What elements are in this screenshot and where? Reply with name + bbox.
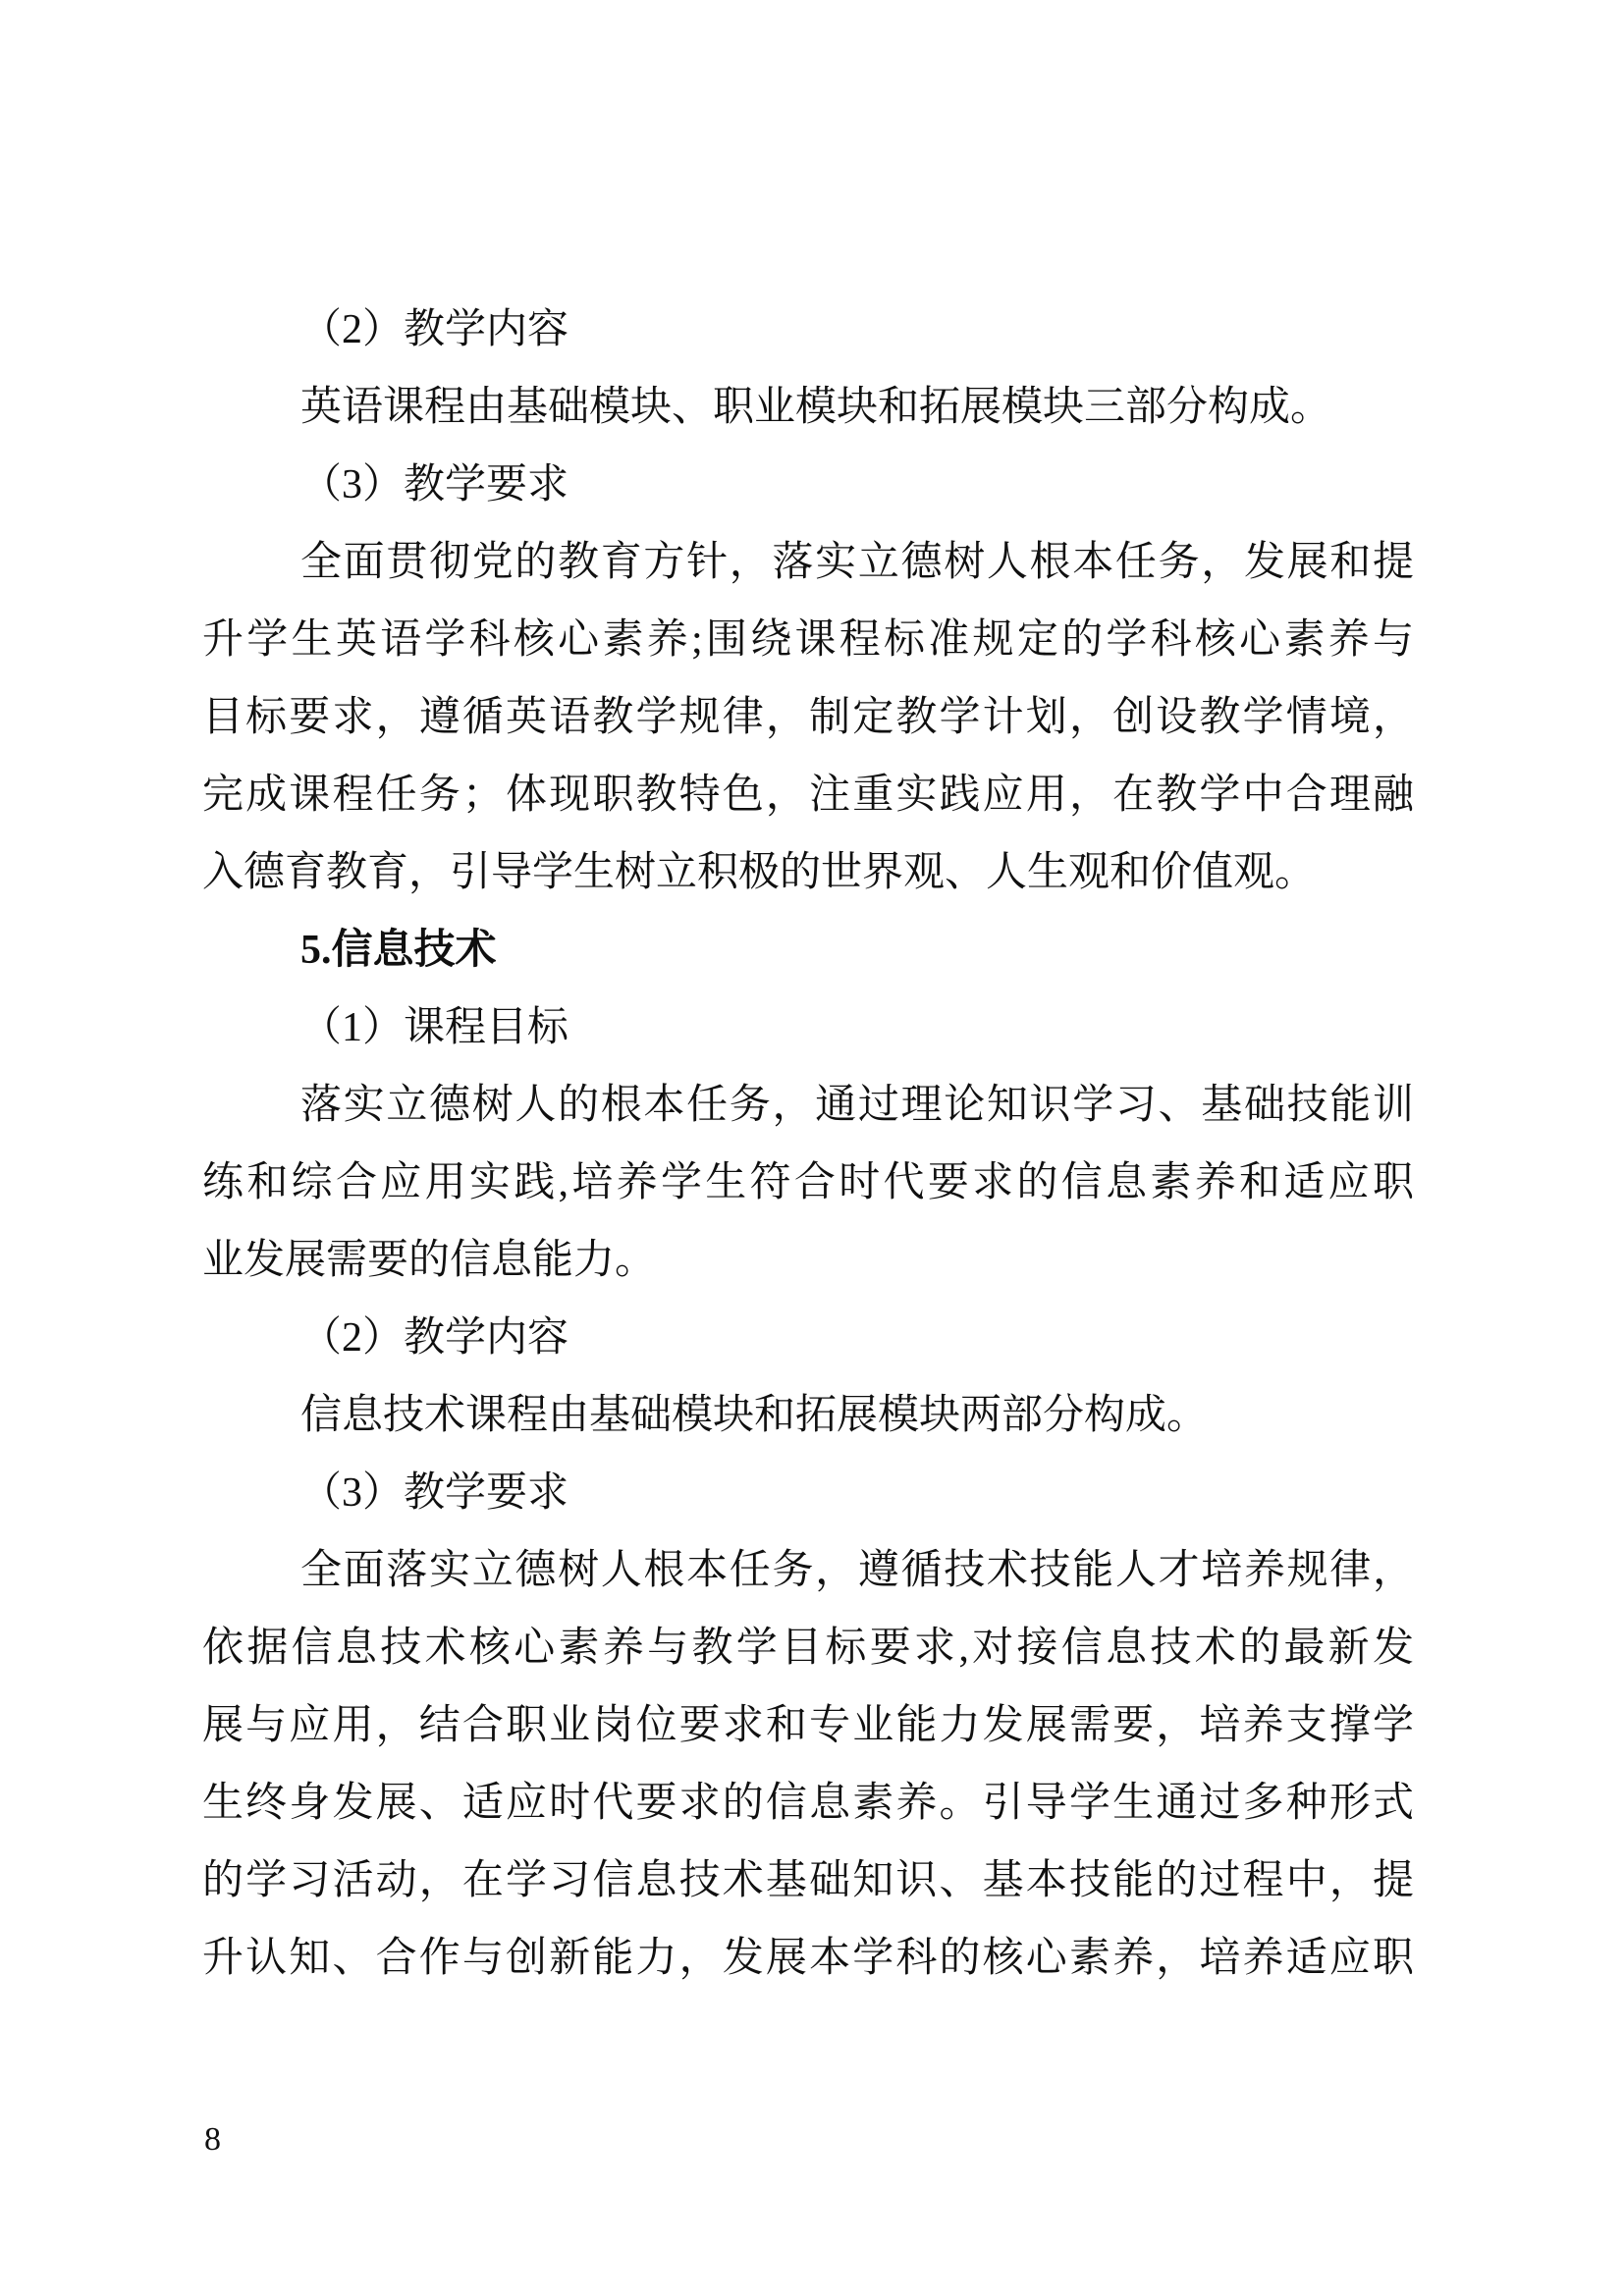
text-line: 全面贯彻党的教育方针，落实立德树人根本任务，发展和提 (300, 540, 1414, 585)
text-line: 信息技术课程由基础模块和拓展模块两部分构成。 (300, 1393, 1209, 1438)
page-number: 8 (204, 2121, 221, 2158)
text-line: 5.信息技术 (300, 928, 497, 973)
text-line: 全面落实立德树人根本任务，遵循技术技能人才培养规律， (300, 1548, 1414, 1593)
text-line: （3）教学要求 (300, 1470, 569, 1516)
text-line: （3）教学要求 (300, 462, 569, 507)
text-line: 业发展需要的信息能力。 (202, 1238, 657, 1283)
text-line: （2）教学内容 (300, 307, 569, 352)
text-line: 入德育教育，引导学生树立积极的世界观、人生观和价值观。 (202, 850, 1317, 895)
text-line: 目标要求，遵循英语教学规律，制定教学计划，创设教学情境， (202, 695, 1414, 740)
page-body (202, 292, 1414, 1998)
text-line: 升认知、合作与创新能力，发展本学科的核心素养，培养适应职 (202, 1936, 1414, 1981)
text-line: （1）课程目标 (300, 1005, 569, 1050)
text-line: （2）教学内容 (300, 1315, 569, 1361)
text-line: 的学习活动，在学习信息技术基础知识、基本技能的过程中，提 (202, 1858, 1414, 1903)
text-line: 升学生英语学科核心素养;围绕课程标准规定的学科核心素养与 (202, 617, 1414, 663)
text-line: 落实立德树人的根本任务，通过理论知识学习、基础技能训 (300, 1083, 1414, 1128)
text-line: 依据信息技术核心素养与教学目标要求,对接信息技术的最新发 (202, 1626, 1414, 1671)
text-line: 英语课程由基础模块、职业模块和拓展模块三部分构成。 (300, 385, 1332, 430)
text-line: 练和综合应用实践,培养学生符合时代要求的信息素养和适应职 (202, 1160, 1414, 1205)
text-line: 展与应用，结合职业岗位要求和专业能力发展需要，培养支撑学 (202, 1703, 1414, 1748)
text-line: 完成课程任务；体现职教特色，注重实践应用，在教学中合理融 (202, 773, 1414, 818)
text-line: 生终身发展、适应时代要求的信息素养。引导学生通过多种形式 (202, 1781, 1414, 1826)
